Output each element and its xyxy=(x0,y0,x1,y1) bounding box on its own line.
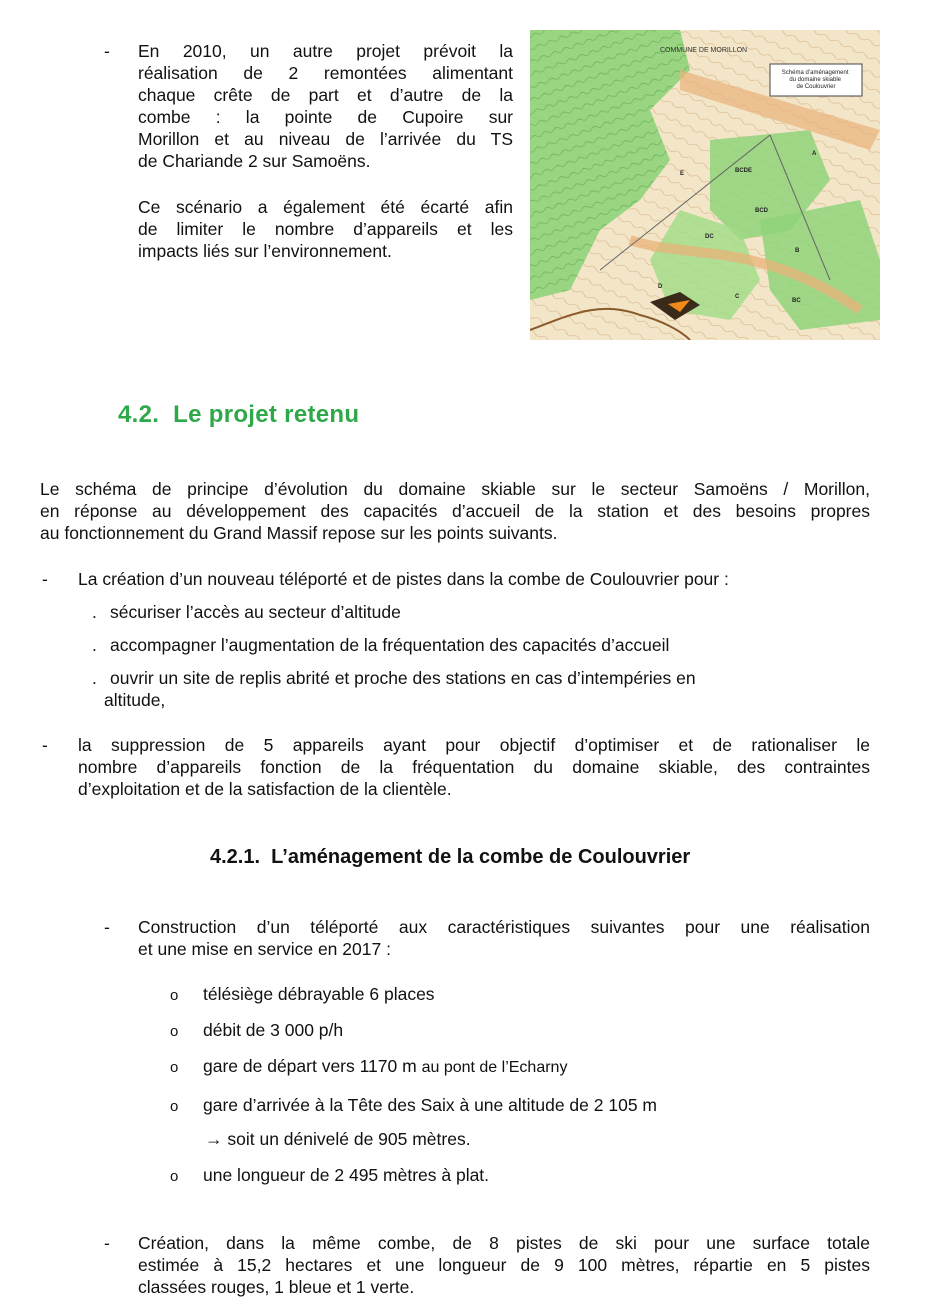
map-sector-label: DC xyxy=(705,234,714,240)
circle-bullet: o xyxy=(170,1023,179,1040)
text-line: Construction d’un téléporté aux caractéristiques suivantes pour une réalisation xyxy=(138,917,870,937)
map-sector-label: BCDE xyxy=(735,168,753,174)
subsection-heading-4-2-1 xyxy=(210,846,690,868)
section-number: 4.2. xyxy=(118,401,160,428)
section-intro-paragraph xyxy=(40,478,870,544)
spec-item xyxy=(203,1055,567,1079)
spec-item: débit de 3 000 p/h xyxy=(203,1020,344,1040)
section-number: 4.2.1. xyxy=(210,846,261,868)
bullet-item: La création d’un nouveau téléporté et de pistes dans la combe de Coulouvrier pour : xyxy=(78,569,729,589)
map-sector-label: C xyxy=(735,294,740,300)
ski-area-map xyxy=(530,30,880,340)
bullet-dash: - xyxy=(104,1233,110,1253)
map-commune-label: COMMUNE DE MORILLON xyxy=(660,47,748,54)
text-line: en réponse au développement des capacités d’accueil de la station et des besoins propres xyxy=(40,501,870,521)
text-line: au fonctionnement du Grand Massif repose sur les points suivants. xyxy=(40,523,558,543)
text-line: combe : la pointe de Cupoire sur xyxy=(138,107,513,127)
text-line: En 2010, un autre projet prévoit la xyxy=(138,41,513,61)
text-line: de Chariande 2 sur Samoëns. xyxy=(138,151,371,171)
bullet-dash: - xyxy=(104,41,110,61)
bullet-item xyxy=(138,1232,870,1298)
sub-bullet-dot: . xyxy=(92,668,97,688)
circle-bullet: o xyxy=(170,1098,179,1115)
text-line: classées rouges, 1 bleue et 1 verte. xyxy=(138,1277,415,1297)
spec-item: gare d’arrivée à la Tête des Saix à une altitude de 2 105 m xyxy=(203,1095,657,1115)
bullet-item xyxy=(138,916,870,960)
map-sector-label: BC xyxy=(792,298,801,304)
text-line: Création, dans la même combe, de 8 pistes de ski pour une surface totale xyxy=(138,1233,870,1253)
bullet-item xyxy=(78,734,870,800)
text-line: d’exploitation et de la satisfaction de la clientèle. xyxy=(78,779,452,799)
sub-bullet-dot: . xyxy=(92,635,97,655)
sub-item-continuation: altitude, xyxy=(104,690,166,710)
text-line: Ce scénario a également été écarté afin xyxy=(138,197,513,217)
section-heading-4-2 xyxy=(118,401,360,428)
map-sector-label: E xyxy=(680,171,685,177)
arrow-note: → soit un dénivelé de 905 mètres. xyxy=(205,1129,471,1149)
map-illustration xyxy=(530,30,880,340)
spec-item: télésiège débrayable 6 places xyxy=(203,984,435,1004)
intro-paragraph-2 xyxy=(138,196,513,262)
circle-bullet: o xyxy=(170,1059,179,1076)
bullet-dash: - xyxy=(42,569,48,589)
text-line: réalisation de 2 remontées alimentant xyxy=(138,63,513,83)
bullet-dash: - xyxy=(42,735,48,755)
sub-item: ouvrir un site de replis abrité et proche des stations en cas d’intempéries en xyxy=(110,668,696,688)
text-line: nombre d’appareils fonction de la fréquentation du domaine skiable, des contraintes xyxy=(78,757,870,777)
spec-item: une longueur de 2 495 mètres à plat. xyxy=(203,1165,490,1185)
text-line: estimée à 15,2 hectares et une longueur de 9 100 mètres, répartie en 5 pistes xyxy=(138,1255,870,1275)
section-title: Le projet retenu xyxy=(173,401,360,428)
text-line: Morillon et au niveau de l’arrivée du TS xyxy=(138,129,513,149)
spec-item-text: gare de départ vers 1170 m xyxy=(203,1056,417,1076)
map-sector-label: A xyxy=(812,151,817,157)
text-line: Le schéma de principe d’évolution du domaine skiable sur le secteur Samoëns / Morillon, xyxy=(40,479,870,499)
text-line: impacts liés sur l’environnement. xyxy=(138,241,392,261)
intro-paragraph-1 xyxy=(138,40,513,172)
circle-bullet: o xyxy=(170,1168,179,1185)
sub-item: sécuriser l’accès au secteur d’altitude xyxy=(110,602,401,622)
sub-bullet-dot: . xyxy=(92,602,97,622)
map-sector-label: D xyxy=(658,284,663,290)
bullet-dash: - xyxy=(104,917,110,937)
map-sector-label: B xyxy=(795,248,800,254)
section-title: L’aménagement de la combe de Coulouvrier xyxy=(271,846,691,868)
spec-item-suffix: au pont de l’Echarny xyxy=(421,1059,568,1076)
circle-bullet: o xyxy=(170,987,179,1004)
text-line: et une mise en service en 2017 : xyxy=(138,939,391,959)
text-line: de limiter le nombre d’appareils et les xyxy=(138,219,513,239)
text-line: la suppression de 5 appareils ayant pour objectif d’optimiser et de rationaliser le xyxy=(78,735,870,755)
text-line: chaque crête de part et d’autre de la xyxy=(138,85,513,105)
map-legend-title: Schéma d’aménagement du domaine skiable de Coulouvrier xyxy=(781,70,849,90)
map-sector-label: BCD xyxy=(755,208,768,214)
sub-item: accompagner l’augmentation de la fréquentation des capacités d’accueil xyxy=(110,635,670,655)
